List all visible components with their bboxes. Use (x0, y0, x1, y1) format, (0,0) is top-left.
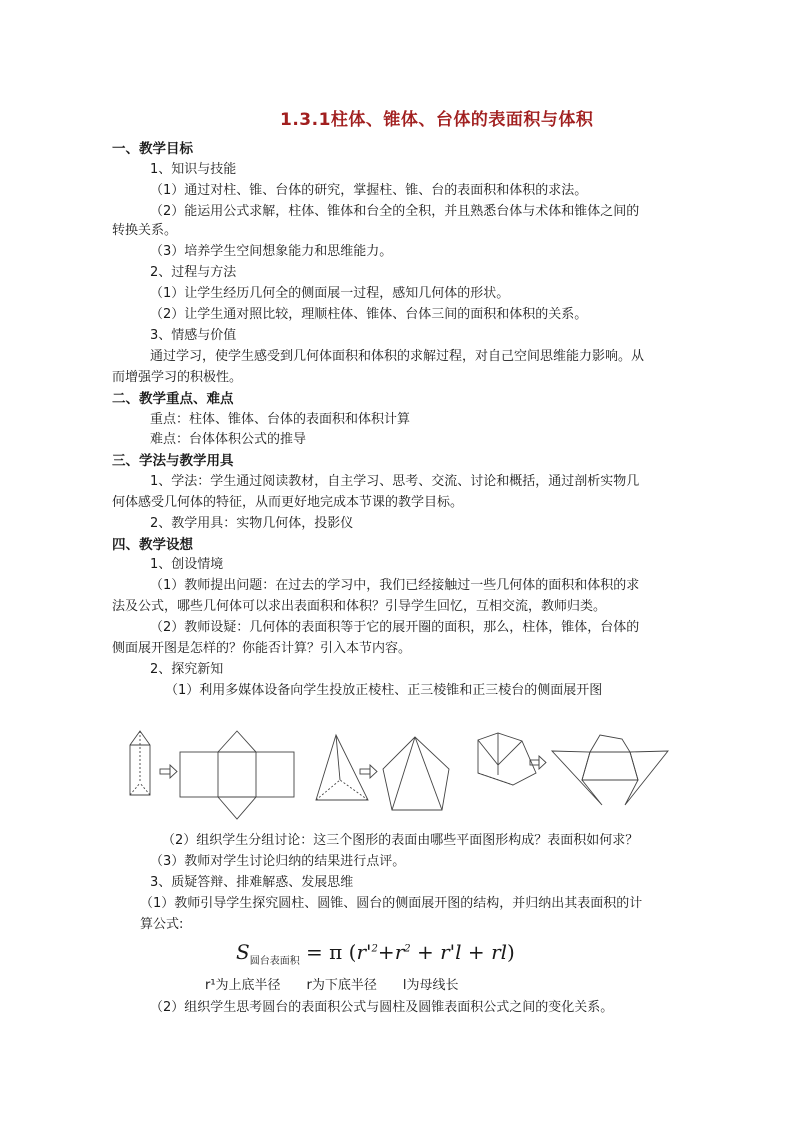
pyramid-figure (316, 735, 368, 800)
formula-legend: r¹为上底半径 r为下底半径 l为母线长 (205, 978, 459, 993)
paragraph: （2）组织学生思考圆台的表面积公式与圆柱及圆锥表面积公式之间的变化关系。 (150, 1000, 614, 1015)
frustum-figure (478, 733, 536, 785)
paragraph: （1）让学生经历几何全的侧面展一过程，感知几何体的形状。 (150, 286, 510, 301)
paragraph: 算公式: (140, 917, 184, 932)
paragraph: 法及公式，哪些几何体可以求出表面积和体积？引导学生回忆，互相交流，教师归类。 (112, 599, 607, 614)
paragraph: （2）教师设疑：几何体的表面积等于它的展开圈的面积，那么，柱体，锥体，台体的 (150, 620, 640, 635)
subheading-emotion: 3、情感与价值 (150, 328, 237, 343)
paragraph: （1）通过对柱、锥、台体的研究，掌握柱、锥、台的表面积和体积的求法。 (150, 183, 588, 198)
paragraph: （3）教师对学生讨论归纳的结果进行点评。 (150, 854, 406, 869)
arrow-icon (530, 756, 546, 769)
paragraph: （3）培养学生空间想象能力和思维能力。 (150, 244, 393, 259)
paragraph: 1、学法：学生通过阅读教材，自主学习、思考、交流、讨论和概括，通过剖析实物几 (150, 474, 640, 489)
frustum-net-figure (552, 735, 668, 805)
prism-figure (130, 731, 150, 795)
paragraph: 通过学习，使学生感受到几何体面积和体积的求解过程，对自己空间思维能力影响。从 (150, 349, 645, 364)
subheading-knowledge: 1、知识与技能 (150, 162, 237, 177)
subheading-process: 2、过程与方法 (150, 265, 237, 280)
subheading-explore: 2、探究新知 (150, 662, 224, 677)
paragraph: （2）让学生通对照比较，理顺柱体、锥体、台体三间的面积和体积的关系。 (150, 307, 588, 322)
subheading-scenario: 1、创设情境 (150, 557, 224, 572)
pyramid-net-figure (383, 737, 449, 810)
arrow-icon (360, 765, 377, 778)
paragraph: （1）利用多媒体设备向学生投放正棱柱、正三棱锥和正三棱台的侧面展开图 (165, 683, 603, 698)
paragraph: 侧面展开图是怎样的？你能否计算？引入本节内容。 (112, 641, 412, 656)
subheading-qa: 3、质疑答辩、排难解惑、发展思维 (150, 875, 354, 890)
paragraph: 2、教学用具：实物几何体，投影仪 (150, 516, 354, 531)
paragraph: 而增强学习的积极性。 (112, 370, 243, 385)
page-title: 1.3.1柱体、锥体、台体的表面积与体积 (280, 110, 594, 130)
solid-nets-figure (120, 725, 680, 830)
section-heading-keypoints: 二、教学重点、难点 (112, 391, 234, 407)
section-heading-objectives: 一、教学目标 (112, 141, 193, 157)
prism-net-figure (180, 731, 294, 819)
arrow-icon (160, 765, 177, 778)
paragraph: （1）教师引导学生探究圆柱、圆锥、圆台的侧面展开图的结构，并归纳出其表面积的计 (140, 896, 643, 911)
paragraph: （1）教师提出问题：在过去的学习中，我们已经接触过一些几何体的面积和体积的求 (150, 578, 640, 593)
frustum-area-formula: $S_{圆台表面积} = \pi$ $(r'^2+r^2 + r'l + rl)$ (236, 940, 515, 967)
paragraph: 转换关系。 (112, 223, 178, 238)
paragraph: 何体感受几何体的特征，从而更好地完成本节课的教学目标。 (112, 495, 464, 510)
formula-subscript: 圆台表面积 (249, 956, 300, 967)
paragraph: 难点：台体体积公式的推导 (150, 432, 307, 447)
section-heading-design: 四、教学设想 (112, 537, 193, 553)
paragraph: 重点：柱体、锥体、台体的表面积和体积计算 (150, 412, 411, 427)
paragraph: （2）能运用公式求解，柱体、锥体和台全的全积，并且熟悉台体与术体和锥体之间的 (150, 204, 640, 219)
section-heading-methods: 三、学法与教学用具 (112, 453, 234, 469)
paragraph: （2）组织学生分组讨论：这三个图形的表面由哪些平面图形构成？表面积如何求？ (162, 833, 639, 848)
